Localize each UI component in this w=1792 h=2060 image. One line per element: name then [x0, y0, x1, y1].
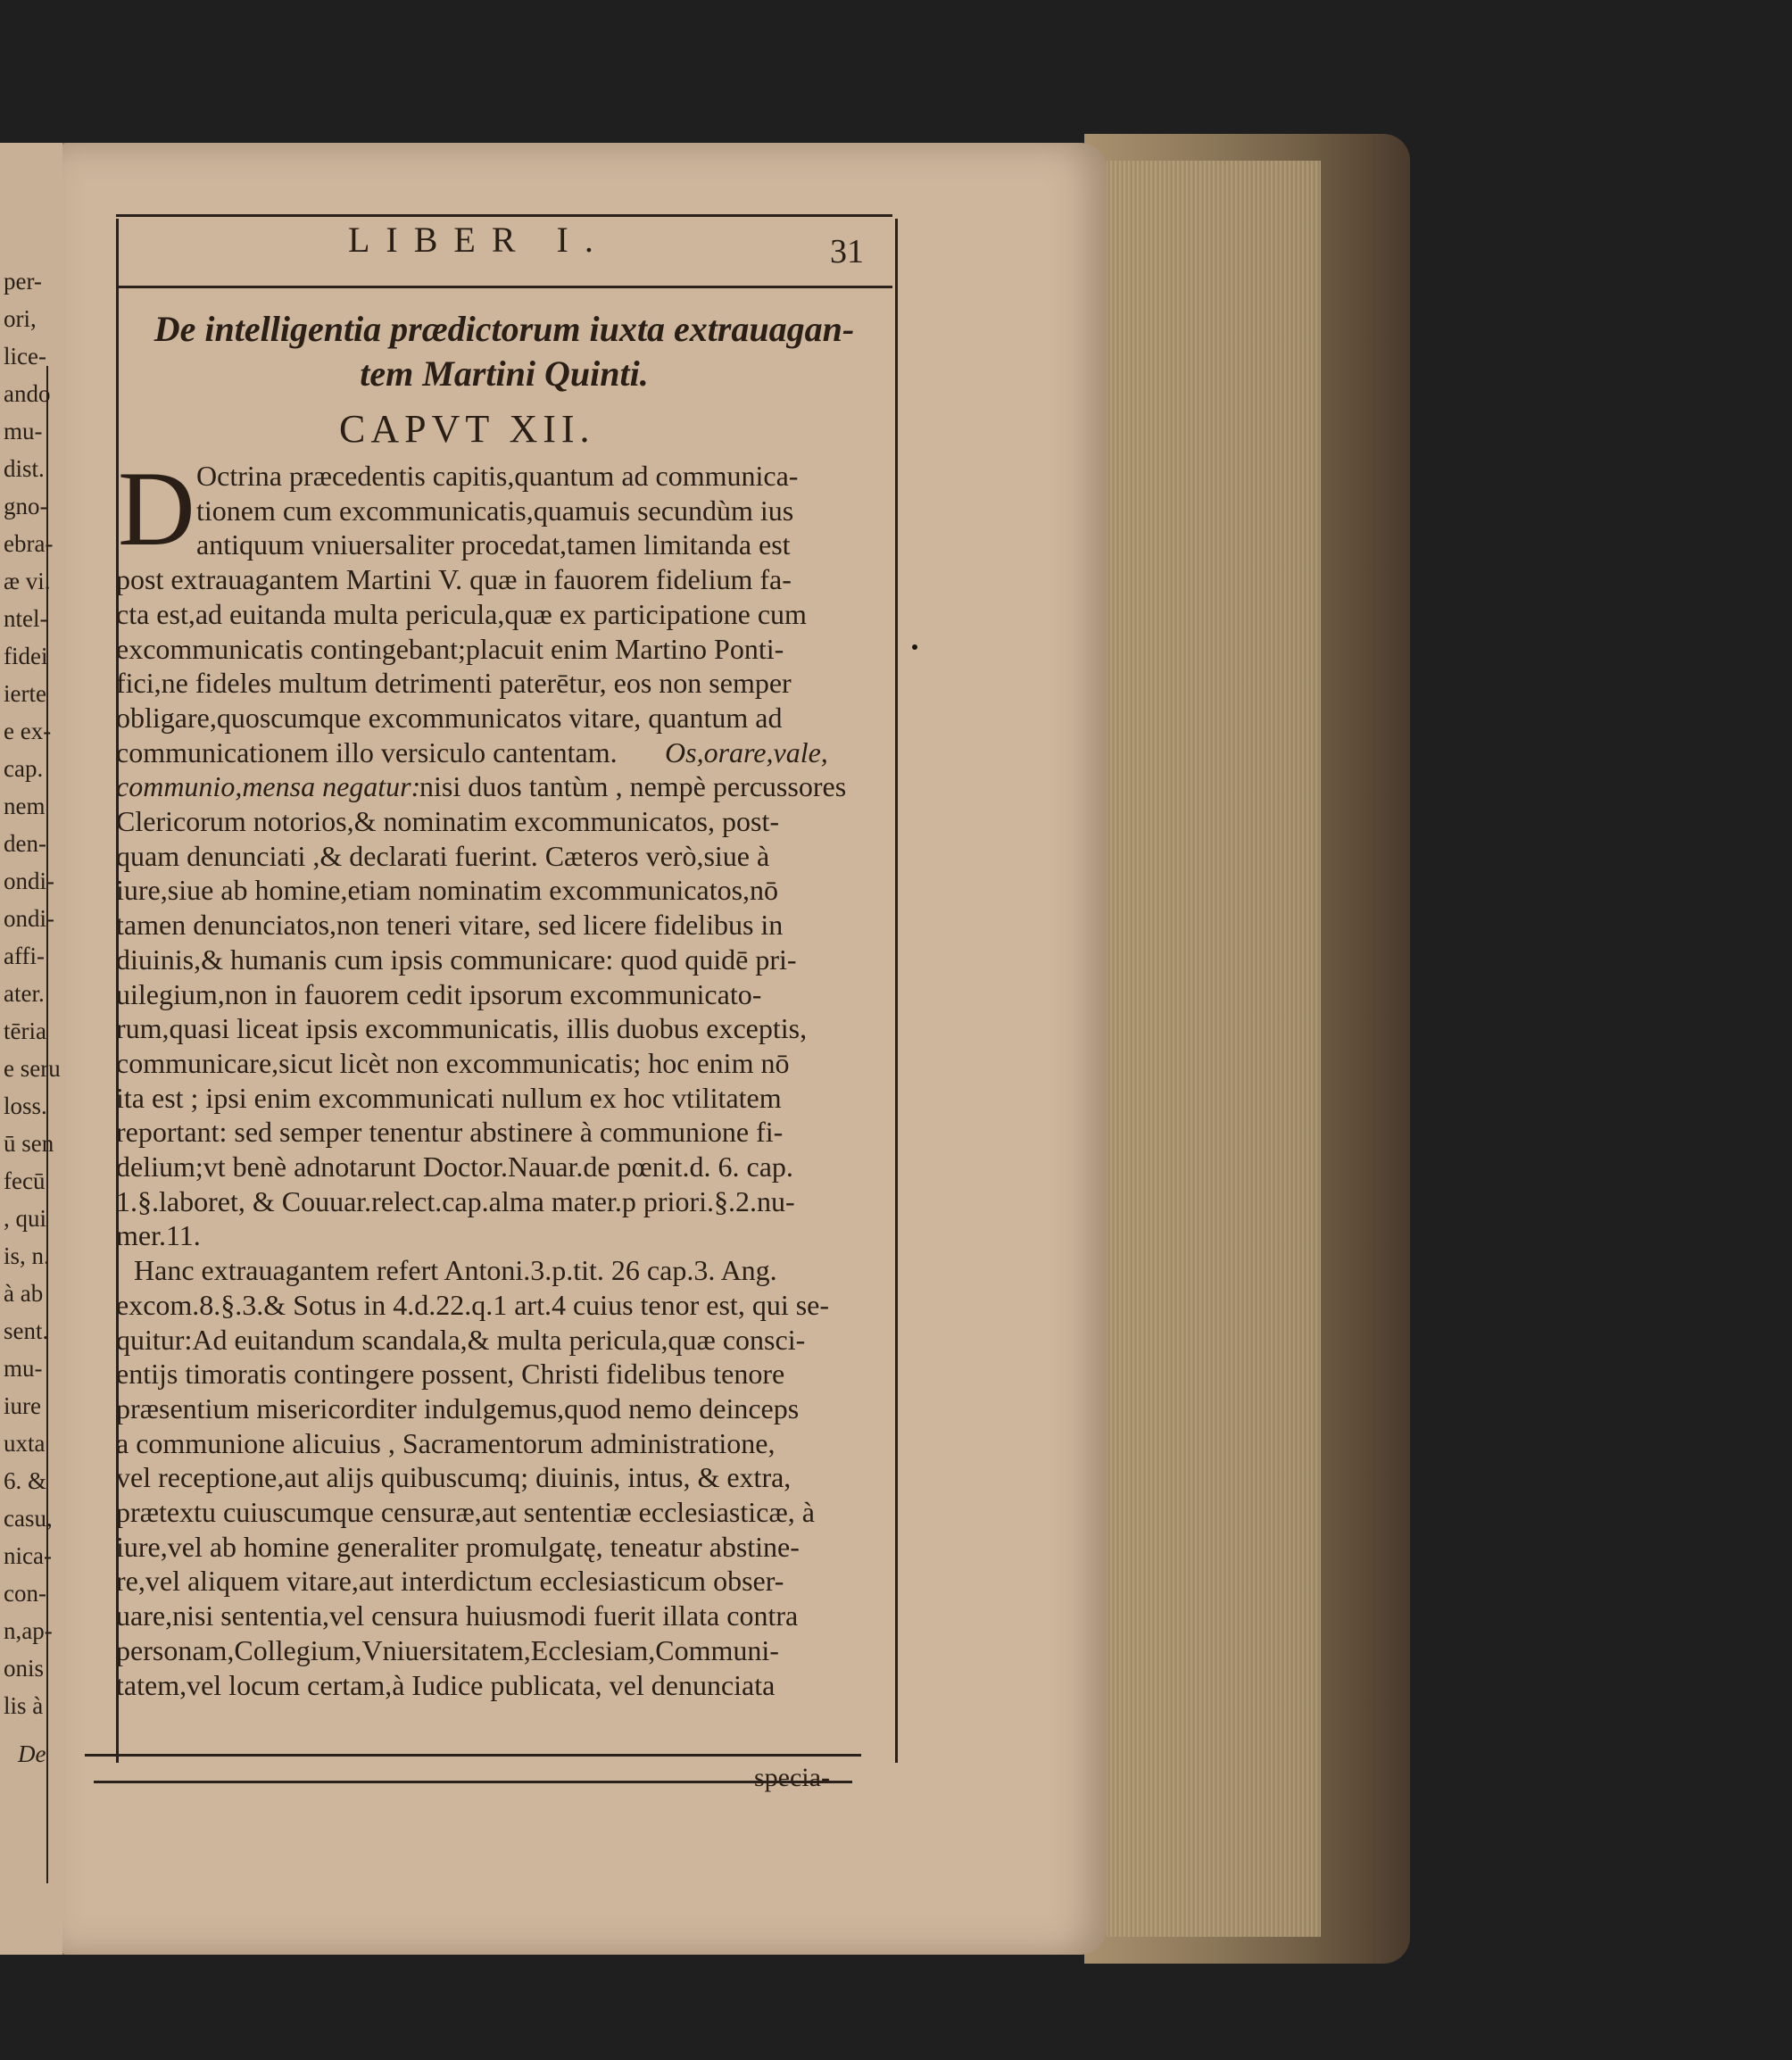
body-line: communicationem illo versiculo cantentam.: [116, 735, 618, 768]
margin-fragment: e ex-: [4, 718, 52, 744]
margin-fragment: affi-: [4, 943, 45, 969]
page-edges: [1107, 161, 1321, 1937]
body-line-tail: nisi duos tantùm , nempè percussores: [419, 770, 847, 803]
margin-fragment: ntel-: [4, 605, 48, 632]
margin-fragment: sent.: [4, 1317, 49, 1344]
margin-fragment: ebra-: [4, 530, 54, 557]
frame-header-rule: [116, 286, 892, 288]
margin-fragment: à ab: [4, 1280, 44, 1307]
body-line: 1.§.laboret, & Couuar.relect.cap.alma mater.p priori.§.2.nu-: [116, 1184, 795, 1217]
margin-fragment: lis à: [4, 1692, 44, 1719]
body-line: reportant: sed semper tenentur abstinere à communione fi-: [116, 1116, 784, 1149]
body-line: tamen denunciatos,non teneri vitare, sed licere fidelibus in: [116, 909, 784, 942]
margin-fragment: mu-: [4, 1355, 43, 1382]
body-line: communio,mensa negatur:: [116, 770, 421, 803]
margin-fragment: is, n.: [4, 1242, 50, 1269]
margin-fragment: nem: [4, 793, 46, 819]
verse-quote: Os,orare,vale,: [665, 735, 828, 768]
body-line: quam denunciati ,& declarati fuerint. Cæteros verò,siue à: [116, 839, 770, 872]
body-line: communicare,sicut licèt non excommunicatis; hoc enim nō: [116, 1046, 790, 1079]
title-line-1: De intelligentia prædictorum iuxta extrauagan-: [153, 309, 855, 349]
margin-fragment: ū sen: [4, 1130, 54, 1157]
margin-fragment: n,ap-: [4, 1617, 53, 1644]
body-line: entijs timoratis contingere possent, Christi fidelibus tenore: [116, 1358, 785, 1391]
chapter-heading: CAPVT XII.: [339, 407, 595, 451]
ink-dot: [912, 644, 917, 650]
margin-fragment: ando: [4, 380, 51, 407]
margin-fragment: gno-: [4, 493, 48, 519]
body-line: prætextu cuiuscumque censuræ,aut sententiæ ecclesiasticæ, à: [116, 1496, 815, 1528]
margin-fragment: per-: [4, 268, 42, 295]
body-line: ita est ; ipsi enim excommunicati nullum ex hoc vtilitatem: [116, 1081, 782, 1114]
margin-fragment: , qui: [4, 1205, 47, 1232]
body-line: delium;vt benè adnotarunt Doctor.Nauar.de pœnit.d. 6. cap.: [116, 1150, 793, 1183]
body-line: uilegium,non in fauorem cedit ipsorum excommunicato-: [116, 977, 762, 1010]
margin-fragment: De: [18, 1740, 46, 1767]
body-line: re,vel aliquem vitare,aut interdictum ecclesiasticum obser-: [116, 1565, 784, 1598]
margin-fragment: con-: [4, 1580, 46, 1607]
body-line: excom.8.§.3.& Sotus in 4.d.22.q.1 art.4 cuius tenor est, qui se-: [116, 1288, 830, 1321]
body-line: diuinis,& humanis cum ipsis communicare: quod quidē pri-: [116, 943, 797, 976]
margin-fragment: iure: [4, 1392, 41, 1419]
margin-fragment: lice-: [4, 343, 46, 370]
body-line: præsentium misericorditer indulgemus,quod nemo deinceps: [116, 1391, 800, 1425]
left-page-strip: [0, 143, 65, 1955]
body-line: obligare,quoscumque excommunicatos vitare, quantum ad: [116, 701, 783, 734]
margin-fragment: fecū: [4, 1167, 46, 1194]
body-line: antiquum vniuersaliter procedat,tamen limitanda est: [196, 528, 791, 561]
margin-fragment: onis: [4, 1655, 45, 1682]
margin-fragment: tēria: [4, 1018, 46, 1044]
margin-fragment: fidei: [4, 643, 48, 669]
margin-fragment: e seru: [4, 1055, 61, 1082]
body-line: cta est,ad euitanda multa pericula,quæ ex participatione cum: [116, 597, 807, 630]
frame-top-rule: [116, 214, 892, 217]
margin-fragment: ondi-: [4, 905, 54, 932]
body-line: Clericorum notorios,& nominatim excommunicatos, post-: [116, 805, 779, 837]
frame-bottom-rule: [85, 1754, 861, 1757]
body-line: Hanc extrauagantem refert Antoni.3.p.tit. 26 cap.3. Ang.: [134, 1254, 777, 1287]
margin-fragment: ondi-: [4, 868, 54, 894]
body-line: excommunicatis contingebant;placuit enim Martino Ponti-: [116, 632, 784, 665]
margin-fragment: ierte: [4, 680, 46, 707]
body-line: iure,vel ab homine generaliter promulgatę, teneatur abstine-: [116, 1530, 800, 1563]
margin-fragment: den-: [4, 830, 46, 857]
margin-fragment: nica-: [4, 1542, 52, 1569]
catchword: specia-: [754, 1763, 830, 1792]
body-line: vel receptione,aut alijs quibuscumq; diuinis, intus, & extra,: [116, 1461, 792, 1494]
body-line: quitur:Ad euitandum scandala,& multa pericula,quæ consci-: [116, 1323, 806, 1356]
body-line: a communione alicuius , Sacramentorum administratione,: [116, 1426, 776, 1459]
body-line: fici,ne fideles multum detrimenti paterētur, eos non semper: [116, 667, 792, 700]
margin-fragment: dist.: [4, 455, 45, 482]
body-line: personam,Collegium,Vniuersitatem,Ecclesiam,Communi-: [116, 1633, 779, 1666]
margin-fragment: casu,: [4, 1505, 53, 1532]
margin-fragment: 6. &: [4, 1467, 47, 1494]
title-line-2: tem Martini Quinti.: [360, 353, 649, 394]
body-line: iure,siue ab homine,etiam nominatim excommunicatos,nō: [116, 874, 779, 907]
margin-fragment: uxta: [4, 1430, 46, 1457]
margin-fragment: mu-: [4, 418, 43, 444]
body-line: Octrina præcedentis capitis,quantum ad communica-: [196, 460, 799, 492]
margin-fragment: ater.: [4, 980, 45, 1007]
body-line: tionem cum excommunicatis,quamuis secundùm ius: [196, 494, 794, 527]
body-line: post extrauagantem Martini V. quæ in fauorem fidelium fa-: [116, 563, 792, 596]
margin-fragment: æ vi.: [4, 568, 51, 594]
body-line: mer.11.: [116, 1219, 201, 1252]
frame-bottom-rule-2: [94, 1781, 852, 1783]
running-head: LIBER I.: [348, 220, 610, 260]
margin-fragment: loss.: [4, 1092, 47, 1119]
body-line: tatem,vel locum certam,à Iudice publicata, vel denunciata: [116, 1668, 776, 1701]
drop-cap: D: [118, 449, 195, 568]
body-line: rum,quasi liceat ipsis excommunicatis, illis duobus exceptis,: [116, 1012, 808, 1045]
margin-fragment: ori,: [4, 305, 37, 332]
page-number: 31: [830, 233, 864, 270]
body-line: uare,nisi sententia,vel censura huiusmodi fuerit illata contra: [116, 1599, 799, 1632]
margin-fragment: cap.: [4, 755, 44, 782]
